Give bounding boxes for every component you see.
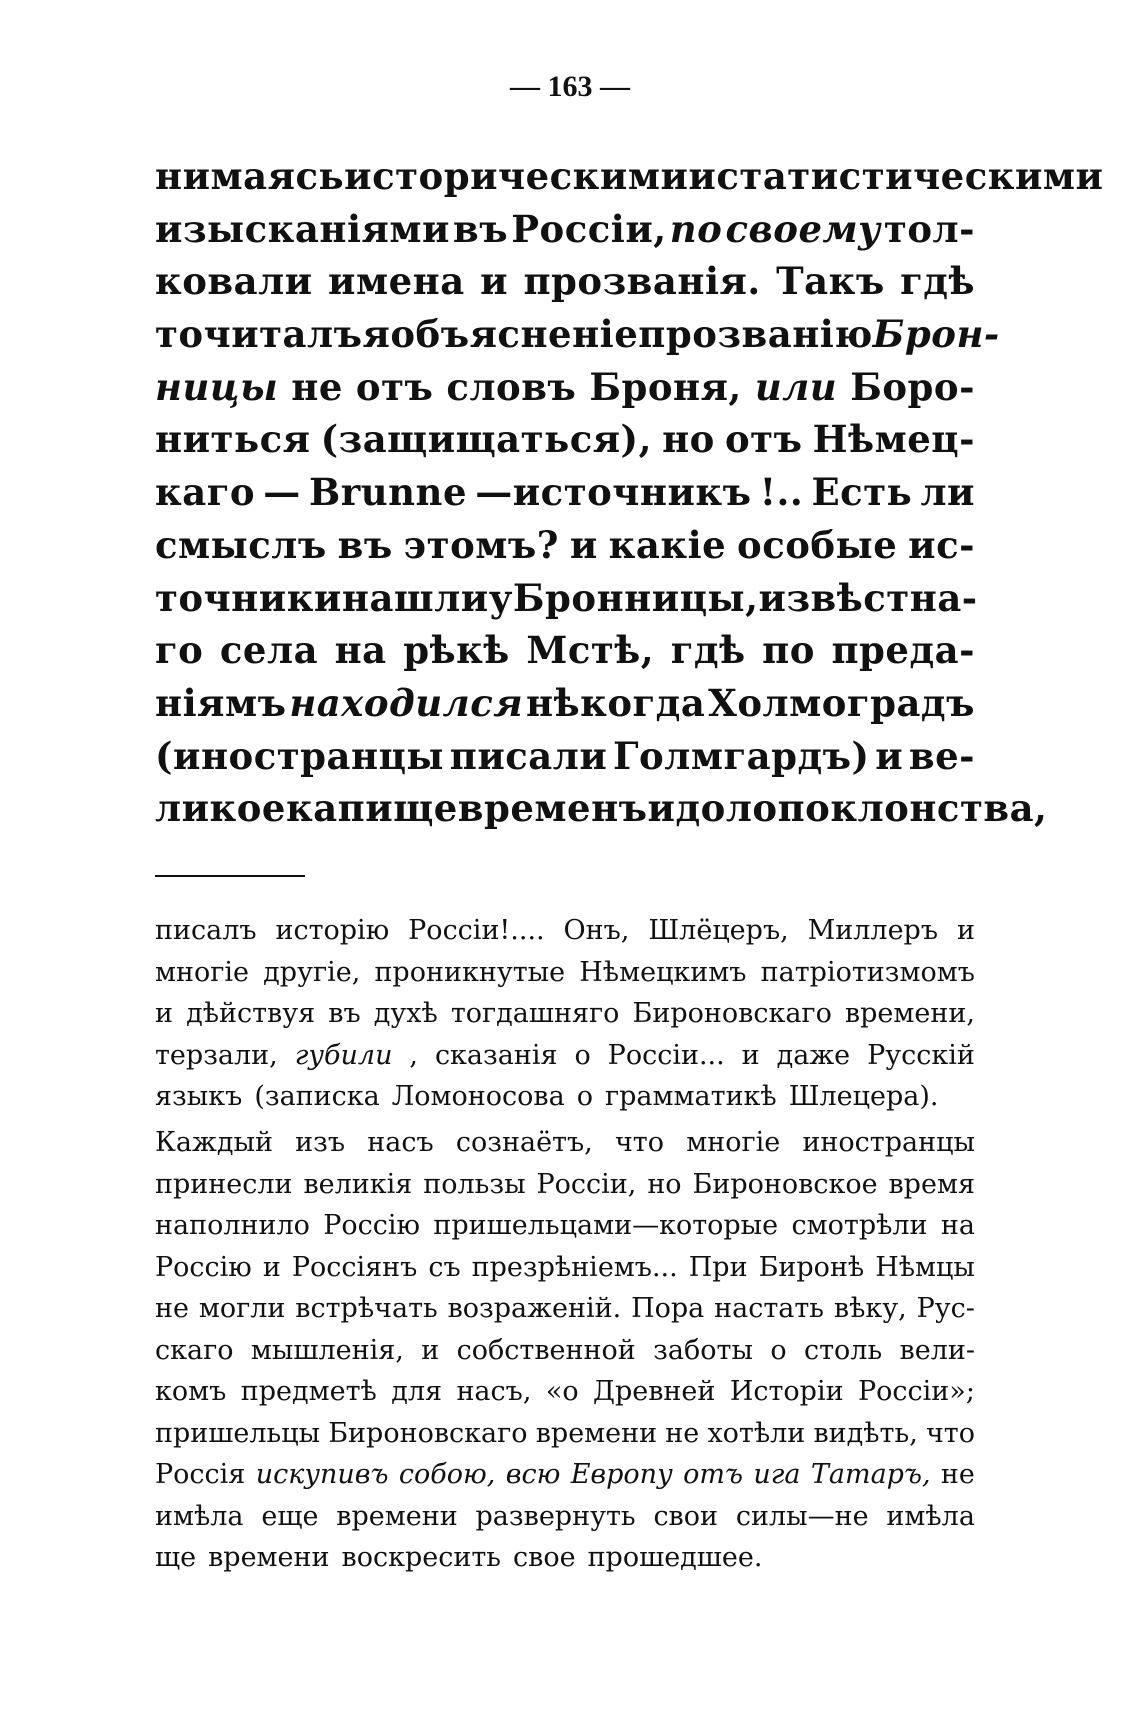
word: свои: [653, 1500, 719, 1532]
word: Нѣмцы: [875, 1251, 975, 1283]
word: принесли: [155, 1168, 293, 1200]
word: и: [741, 1039, 760, 1071]
word: и: [956, 915, 975, 946]
word: Биронѣ: [758, 1251, 865, 1283]
word: (защищаться),: [320, 417, 652, 462]
word: скаго: [155, 1334, 234, 1366]
word: Татаръ,: [810, 1459, 931, 1490]
word: о: [576, 1081, 593, 1112]
word: я: [362, 312, 391, 357]
word: по: [669, 206, 723, 251]
word: изъ: [295, 1127, 346, 1158]
word: каго: [155, 470, 256, 515]
word: о: [770, 1334, 787, 1366]
word: возраженій.: [447, 1293, 622, 1324]
word: имѣла: [155, 1500, 244, 1532]
word: комъ: [155, 1376, 227, 1407]
word: Броня,: [589, 364, 742, 409]
word: рѣкѣ: [403, 628, 510, 673]
word: и: [421, 1334, 440, 1366]
word: писалъ: [155, 915, 257, 946]
word: презрѣніемъ...: [471, 1251, 678, 1283]
word: вели-: [899, 1334, 975, 1366]
word: Брон-: [872, 312, 1000, 357]
word: Бироновскаго: [632, 998, 832, 1029]
word: прошедшее.: [587, 1542, 763, 1573]
main-text-line: [155, 730, 975, 783]
word: Рус-: [916, 1293, 975, 1324]
word: Россію: [155, 1251, 252, 1283]
word: свое: [513, 1542, 576, 1573]
footnote-line: [155, 1164, 975, 1206]
word: не: [940, 1459, 975, 1490]
word: Россію: [323, 1210, 421, 1241]
word: ве-: [908, 733, 975, 778]
word: не: [665, 1417, 700, 1449]
word: Голмгардъ): [613, 733, 870, 778]
word: время: [888, 1168, 975, 1200]
word: терзали,: [155, 1039, 278, 1071]
word: тогдашняго: [450, 998, 620, 1029]
word: Россіи,: [511, 206, 667, 251]
word: изысканіями: [155, 206, 450, 251]
footnote-line: [155, 1247, 975, 1289]
word: Древней: [593, 1376, 716, 1407]
footnote-paragraph-1: [155, 910, 975, 1118]
word: Россіи...: [607, 1039, 725, 1071]
word: многіе: [686, 1127, 781, 1158]
word: ще: [155, 1542, 197, 1573]
main-text-line: [155, 572, 978, 625]
word: проникнутые: [374, 956, 566, 988]
word: ніямъ: [155, 680, 287, 725]
word: для: [391, 1376, 443, 1407]
word: Шлецера).: [788, 1081, 939, 1112]
word: силы—не: [735, 1500, 869, 1532]
word: Исторіи: [729, 1376, 844, 1407]
word: ковали: [155, 259, 313, 304]
main-text-line: [155, 255, 975, 308]
word: губили: [294, 1039, 393, 1071]
word: своему: [725, 206, 881, 251]
footnote-paragraph-2: [155, 1122, 975, 1579]
word: Холмоградъ: [708, 680, 975, 725]
word: но: [662, 417, 715, 462]
footnote-line: [155, 1371, 975, 1413]
word: отъ: [683, 1459, 743, 1490]
word: Есть: [811, 470, 913, 515]
word: Россіи»;: [858, 1376, 975, 1407]
word: времени: [336, 1500, 458, 1532]
word: наполнило: [155, 1210, 310, 1241]
word: ниться: [155, 417, 311, 462]
word: насъ: [367, 1127, 434, 1158]
word: въ: [328, 998, 361, 1029]
word: пользы: [423, 1168, 526, 1200]
word: и: [262, 1251, 281, 1283]
word: не: [291, 364, 343, 409]
word: воскресить: [341, 1542, 501, 1573]
word: и: [688, 154, 717, 198]
word: Бироновскаго: [328, 1417, 528, 1449]
word: Россіи!....: [408, 915, 545, 946]
main-text-line: [155, 203, 975, 256]
word: Мстѣ,: [526, 628, 655, 673]
word: словъ: [446, 364, 577, 409]
word: статистическими: [716, 154, 1104, 198]
footnote-line: [155, 1496, 975, 1538]
footnote-line: [155, 1330, 975, 1372]
word: что: [925, 1417, 975, 1449]
word: писали: [449, 733, 608, 778]
word: въ: [337, 522, 393, 567]
word: грамматикѣ: [605, 1081, 777, 1112]
page-number: — 163 —: [510, 70, 630, 103]
word: читалъ: [203, 312, 363, 357]
word: времени: [535, 1417, 658, 1449]
word: ли: [920, 470, 975, 515]
word: смыслъ: [155, 522, 327, 567]
word: особые: [737, 522, 898, 567]
word: или: [754, 364, 838, 409]
word: Бронницы,: [512, 575, 759, 620]
word: на: [940, 1210, 975, 1241]
main-text-line: [155, 782, 1048, 835]
word: Миллеръ: [807, 915, 939, 946]
word: смотрѣли: [791, 1210, 928, 1241]
word: ликое: [155, 786, 286, 831]
word: извѣстна-: [758, 575, 978, 620]
footnote-line: [155, 1288, 975, 1330]
word: Каждый: [155, 1127, 273, 1158]
word: встрѣчать: [295, 1293, 438, 1324]
word: капище: [285, 786, 458, 831]
word: духѣ: [373, 998, 438, 1029]
word: тол-: [883, 206, 975, 251]
word: прозванію: [638, 312, 873, 357]
word: Европу: [570, 1459, 673, 1490]
word: по: [762, 628, 815, 673]
word: сказанія: [434, 1039, 558, 1071]
footnote-line: [155, 1537, 975, 1579]
footnote-line: [155, 952, 975, 994]
footnote-line: [155, 910, 975, 952]
word: видѣть,: [813, 1417, 918, 1449]
word: хотѣли: [707, 1417, 806, 1449]
word: ига: [753, 1459, 801, 1490]
word: гдѣ: [900, 259, 975, 304]
footnote-line: [155, 1035, 975, 1077]
word: великія: [303, 1168, 413, 1200]
word: предметѣ: [240, 1376, 377, 1407]
word: исторію: [275, 915, 390, 946]
main-text-line: [155, 519, 975, 572]
word: Россія: [155, 1459, 246, 1490]
main-text-line: [155, 308, 1000, 361]
word: преда-: [831, 628, 975, 673]
word: Ломоносова: [391, 1081, 565, 1112]
word: другіе,: [263, 956, 361, 988]
word: многіе: [155, 956, 250, 988]
word: не: [155, 1293, 189, 1324]
word: собственной: [456, 1334, 636, 1366]
word: (иностранцы: [155, 733, 445, 778]
word: именa: [328, 259, 465, 304]
word: развернуть: [475, 1500, 636, 1532]
word: —источникъ: [475, 470, 752, 515]
word: о: [574, 1039, 591, 1071]
word: нѣкогда: [526, 680, 706, 725]
word: вѣку,: [833, 1293, 907, 1324]
word: временъ: [457, 786, 648, 831]
word: и: [480, 259, 509, 304]
word: времени,: [844, 998, 975, 1029]
word: искупивъ: [255, 1459, 389, 1490]
main-text-line: [155, 361, 975, 414]
word: отъ: [725, 417, 803, 462]
word: Пора: [631, 1293, 705, 1324]
main-text-line: [155, 677, 975, 730]
word: находился: [289, 680, 524, 725]
word: историческими: [344, 154, 689, 198]
word: языкъ: [155, 1081, 243, 1112]
word: Нѣмец-: [812, 417, 975, 462]
word: объясненіе: [390, 312, 639, 357]
word: ,: [409, 1039, 418, 1071]
footnote-separator: [155, 875, 305, 877]
word: нашли: [341, 575, 489, 620]
word: Шлёцеръ,: [648, 915, 789, 946]
word: !..: [759, 470, 804, 515]
word: пришельцами—которые: [433, 1210, 779, 1241]
word: у: [488, 575, 513, 620]
word: Нѣмецкимъ: [579, 956, 747, 988]
word: го: [155, 628, 204, 673]
word: и: [569, 522, 598, 567]
word: настать: [714, 1293, 825, 1324]
word: заботы: [653, 1334, 753, 1366]
word: насъ,: [456, 1376, 532, 1407]
word: то: [155, 312, 204, 357]
word: сознаётъ,: [455, 1127, 593, 1158]
word: Россіи,: [536, 1168, 637, 1200]
word: Русскій: [867, 1039, 975, 1071]
word: —: [263, 470, 301, 515]
word: Россіянъ: [291, 1251, 418, 1283]
footnote-line: [155, 1076, 975, 1118]
word: села: [219, 628, 319, 673]
footnote-line: [155, 1413, 975, 1455]
main-text-line: [155, 466, 975, 519]
word: Онъ,: [563, 915, 630, 946]
word: «о: [545, 1376, 579, 1407]
word: При: [688, 1251, 748, 1283]
word: патріотизмомъ: [760, 956, 975, 988]
word: имѣла: [886, 1500, 975, 1532]
word: нимаясь: [155, 154, 345, 198]
word: мышленія,: [250, 1334, 404, 1366]
main-text-line: [155, 624, 975, 677]
word: могли: [198, 1293, 286, 1324]
word: Боро-: [850, 364, 975, 409]
main-text: [155, 150, 1104, 835]
word: отъ: [355, 364, 434, 409]
word: идолопоклонства,: [647, 786, 1048, 831]
footnote-line: [155, 1122, 975, 1164]
word: пришельцы: [155, 1417, 321, 1449]
word: гдѣ: [670, 628, 746, 673]
word: дѣйствуя: [186, 998, 316, 1029]
word: и: [875, 733, 904, 778]
word: столь: [803, 1334, 883, 1366]
word: въ: [453, 206, 509, 251]
word: что: [614, 1127, 664, 1158]
footnote-line: [155, 993, 975, 1035]
word: Бироновское: [692, 1168, 878, 1200]
word: какіе: [608, 522, 727, 567]
word: точники: [155, 575, 342, 620]
word: и: [155, 998, 173, 1029]
word: Такъ: [776, 259, 885, 304]
word: собою,: [398, 1459, 496, 1490]
word: еще: [261, 1500, 319, 1532]
word: времени: [208, 1542, 330, 1573]
footnote-line: [155, 1205, 975, 1247]
word: Brunne: [308, 470, 467, 515]
word: всю: [505, 1459, 561, 1490]
word: съ: [428, 1251, 461, 1283]
word: но: [647, 1168, 682, 1200]
main-text-line: [155, 150, 1104, 203]
word: даже: [776, 1039, 851, 1071]
footnote-line: [155, 1454, 975, 1496]
word: ис-: [908, 522, 975, 567]
word: на: [334, 628, 387, 673]
word: прозванія.: [523, 259, 761, 304]
word: иностранцы: [802, 1127, 975, 1158]
word: этомъ?: [403, 522, 559, 567]
word: (записка: [254, 1081, 380, 1112]
main-text-line: [155, 413, 975, 466]
word: ницы: [155, 364, 279, 409]
